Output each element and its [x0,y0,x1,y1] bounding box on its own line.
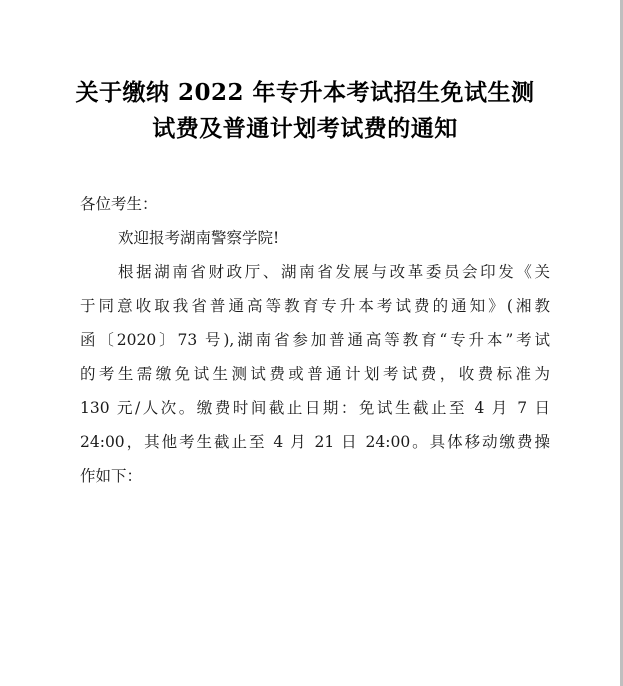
document-body [80,187,550,493]
welcome-line: 欢迎报考湖南警察学院! [118,229,280,247]
salutation: 各位考生： [80,195,158,213]
document-title-line-1: 关于缴纳 2022 年专升本考试招生免试生测 [75,79,535,106]
paragraph-line-6: 24:00，其他考生截止至 4 月 21 日 24:00。具体移动缴费操 [80,433,550,451]
paragraph-line-4: 的考生需缴免试生测试费或普通计划考试费，收费标准为 [80,365,550,383]
document-title-line-2: 试费及普通计划考试费的通知 [152,115,458,142]
paragraph-line-2: 于同意收取我省普通高等教育专升本考试费的通知》(湘教 [80,297,550,315]
paragraph-line-5: 130 元/人次。缴费时间截止日期：免试生截止至 4 月 7 日 [80,399,550,417]
paragraph-line-3: 函〔2020〕73 号),湖南省参加普通高等教育“专升本”考试 [80,331,550,349]
paragraph-line-7: 作如下： [80,467,143,485]
paragraph-line-1: 根据湖南省财政厅、湖南省发展与改革委员会印发《关 [118,263,550,281]
